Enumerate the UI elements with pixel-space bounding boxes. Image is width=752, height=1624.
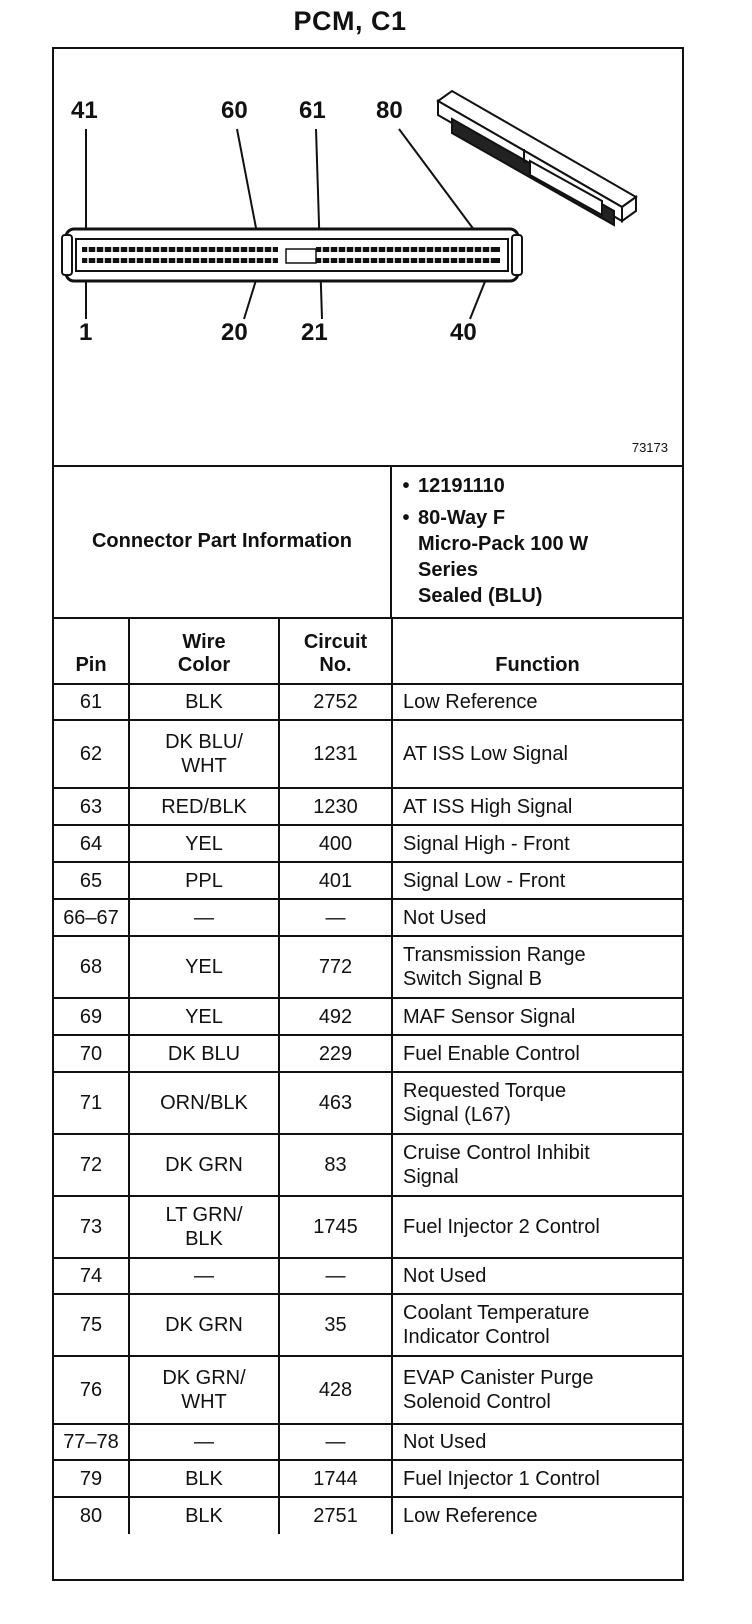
pin-label-61: 61 <box>299 97 326 124</box>
wire-color-cell: YEL <box>129 936 279 998</box>
wire-color-cell: — <box>129 1424 279 1460</box>
function-cell: Low Reference <box>392 684 682 720</box>
circuit-no-cell: 1744 <box>279 1460 392 1497</box>
table-row <box>54 1072 682 1134</box>
part-info-item <box>394 473 679 499</box>
table-row <box>54 1134 682 1196</box>
wire-color-cell: DK GRN <box>129 1134 279 1196</box>
wire-color-cell: DK BLU <box>129 1035 279 1072</box>
function-cell: MAF Sensor Signal <box>392 998 682 1035</box>
function-cell: Signal High - Front <box>392 825 682 862</box>
wire-color-cell: ORN/BLK <box>129 1072 279 1134</box>
wire-color-cell: — <box>129 899 279 936</box>
pin-cell: 80 <box>54 1497 129 1534</box>
circuit-no-cell: 428 <box>279 1356 392 1424</box>
pin-cell: 66–67 <box>54 899 129 936</box>
circuit-no-cell: 401 <box>279 862 392 899</box>
header-pin: Pin <box>54 617 129 684</box>
header-circuit-no: Circuit No. <box>279 617 392 684</box>
circuit-no-cell: 35 <box>279 1294 392 1356</box>
function-cell: Fuel Enable Control <box>392 1035 682 1072</box>
circuit-no-cell: 2751 <box>279 1497 392 1534</box>
table-row <box>54 1356 682 1424</box>
function-cell: AT ISS High Signal <box>392 788 682 825</box>
pin-cell: 77–78 <box>54 1424 129 1460</box>
table-row <box>54 1460 682 1497</box>
pin-cell: 73 <box>54 1196 129 1258</box>
wire-color-cell: DK BLU/ WHT <box>129 720 279 788</box>
wire-color-cell: DK GRN/ WHT <box>129 1356 279 1424</box>
circuit-no-cell: 229 <box>279 1035 392 1072</box>
function-cell: Coolant Temperature Indicator Control <box>392 1294 682 1356</box>
function-cell: EVAP Canister Purge Solenoid Control <box>392 1356 682 1424</box>
function-cell: Cruise Control Inhibit Signal <box>392 1134 682 1196</box>
wire-color-cell: BLK <box>129 1497 279 1534</box>
table-row <box>54 825 682 862</box>
table-row <box>54 1196 682 1258</box>
pin-cell: 70 <box>54 1035 129 1072</box>
function-cell: Signal Low - Front <box>392 862 682 899</box>
pin-label-40: 40 <box>450 319 477 346</box>
bullet-icon: • <box>402 475 410 497</box>
wire-color-cell: YEL <box>129 998 279 1035</box>
table-row <box>54 899 682 936</box>
function-cell: Transmission Range Switch Signal B <box>392 936 682 998</box>
circuit-no-cell: — <box>279 899 392 936</box>
pinout-table <box>54 617 682 1534</box>
pin-cell: 64 <box>54 825 129 862</box>
part-info-item <box>394 505 679 609</box>
wire-color-cell: RED/BLK <box>129 788 279 825</box>
pin-label-41: 41 <box>71 97 98 124</box>
table-row <box>54 998 682 1035</box>
table-row <box>54 1497 682 1534</box>
table-row <box>54 788 682 825</box>
wire-color-cell: YEL <box>129 825 279 862</box>
connector-part-information <box>54 465 682 619</box>
circuit-no-cell: 1231 <box>279 720 392 788</box>
pin-cell: 74 <box>54 1258 129 1294</box>
wire-color-cell: LT GRN/ BLK <box>129 1196 279 1258</box>
pin-cell: 75 <box>54 1294 129 1356</box>
pin-cell: 76 <box>54 1356 129 1424</box>
wire-color-cell: BLK <box>129 1460 279 1497</box>
circuit-no-cell: 1230 <box>279 788 392 825</box>
connector-illustration <box>54 49 682 467</box>
function-cell: Not Used <box>392 899 682 936</box>
part-number: 12191110 <box>418 475 505 497</box>
function-cell: Fuel Injector 1 Control <box>392 1460 682 1497</box>
table-row <box>54 1294 682 1356</box>
pin-cell: 72 <box>54 1134 129 1196</box>
table-header-row <box>54 617 682 684</box>
header-wire-color: Wire Color <box>129 617 279 684</box>
page-title: PCM, C1 <box>293 6 407 36</box>
pin-label-60: 60 <box>221 97 248 124</box>
pin-label-1: 1 <box>79 319 93 346</box>
pin-cell: 69 <box>54 998 129 1035</box>
pin-cell: 62 <box>54 720 129 788</box>
connector-drawing <box>54 49 682 465</box>
circuit-no-cell: 400 <box>279 825 392 862</box>
circuit-no-cell: 2752 <box>279 684 392 720</box>
connector-sheet <box>52 47 684 1581</box>
pin-cell: 71 <box>54 1072 129 1134</box>
part-info-list <box>394 473 679 615</box>
connector-description: 80-Way F Micro-Pack 100 W Series Sealed (BLU) <box>418 507 589 607</box>
pin-cell: 63 <box>54 788 129 825</box>
function-cell: Fuel Injector 2 Control <box>392 1196 682 1258</box>
circuit-no-cell: 492 <box>279 998 392 1035</box>
circuit-no-cell: — <box>279 1424 392 1460</box>
circuit-no-cell: 463 <box>279 1072 392 1134</box>
table-row <box>54 720 682 788</box>
table-row <box>54 936 682 998</box>
pin-cell: 68 <box>54 936 129 998</box>
function-cell: AT ISS Low Signal <box>392 720 682 788</box>
wire-color-cell: BLK <box>129 684 279 720</box>
wire-color-cell: — <box>129 1258 279 1294</box>
wire-color-cell: PPL <box>129 862 279 899</box>
function-cell: Not Used <box>392 1258 682 1294</box>
table-row <box>54 862 682 899</box>
bullet-icon: • <box>402 507 410 529</box>
figure-id: 73173 <box>631 440 668 455</box>
wire-color-cell: DK GRN <box>129 1294 279 1356</box>
pin-cell: 79 <box>54 1460 129 1497</box>
table-row <box>54 1258 682 1294</box>
function-cell: Low Reference <box>392 1497 682 1534</box>
pin-label-80: 80 <box>376 97 403 124</box>
pin-label-21: 21 <box>301 319 328 346</box>
circuit-no-cell: 83 <box>279 1134 392 1196</box>
circuit-no-cell: 1745 <box>279 1196 392 1258</box>
circuit-no-cell: — <box>279 1258 392 1294</box>
circuit-no-cell: 772 <box>279 936 392 998</box>
pin-cell: 61 <box>54 684 129 720</box>
function-cell: Not Used <box>392 1424 682 1460</box>
table-row <box>54 1424 682 1460</box>
part-info-label: Connector Part Information <box>54 465 392 617</box>
function-cell: Requested Torque Signal (L67) <box>392 1072 682 1134</box>
pin-label-20: 20 <box>221 319 248 346</box>
header-function: Function <box>392 617 682 684</box>
pin-cell: 65 <box>54 862 129 899</box>
table-row <box>54 684 682 720</box>
table-row <box>54 1035 682 1072</box>
